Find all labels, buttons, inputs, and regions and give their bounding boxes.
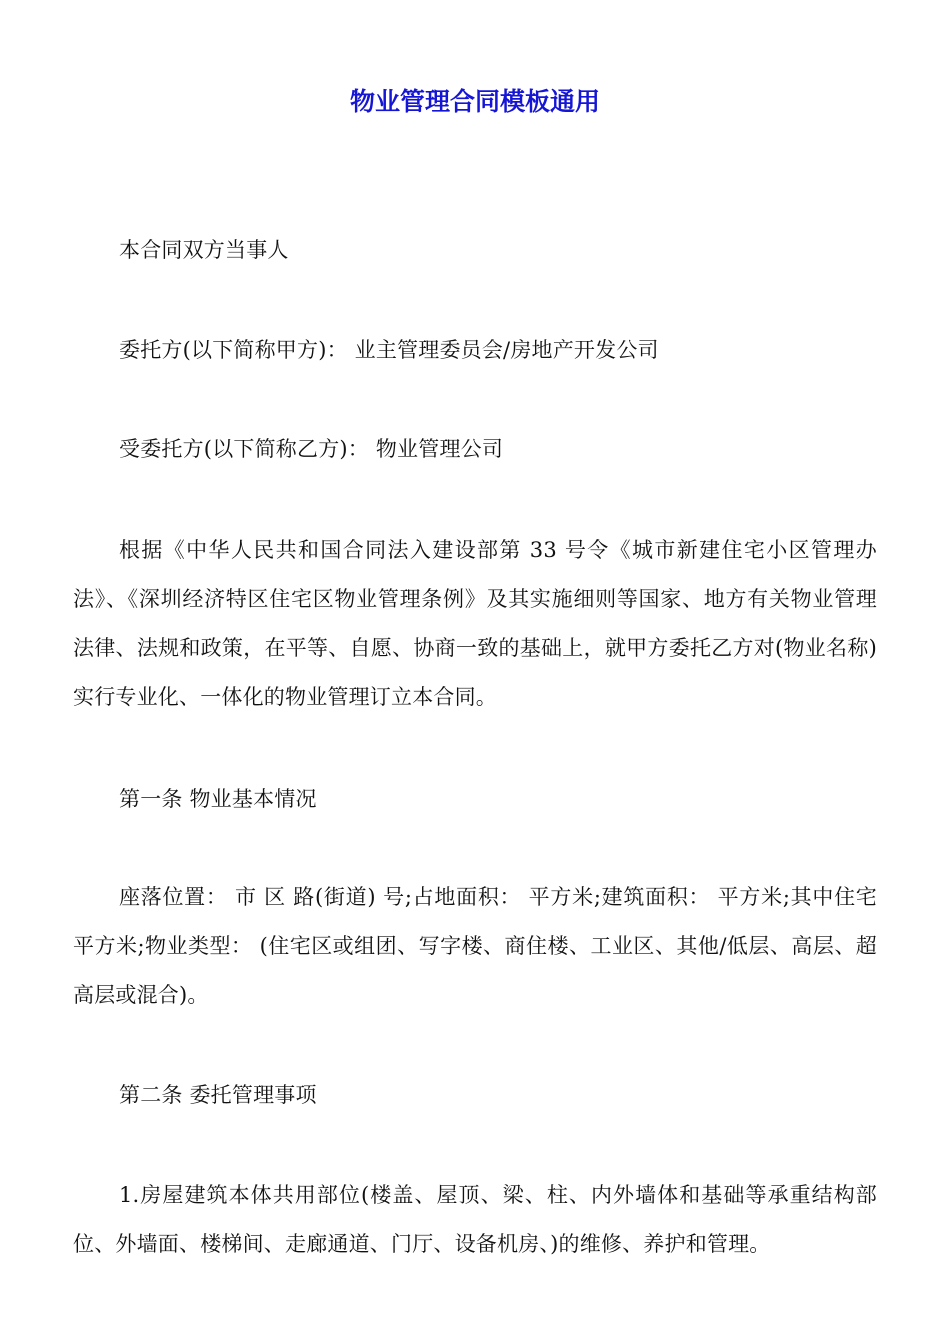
paragraph-party-a: 委托方(以下简称甲方)： 业主管理委员会/房地产开发公司: [119, 338, 659, 362]
paragraph-property-info: 座落位置： 市 区 路(街道) 号;占地面积： 平方米;建筑面积： 平方米;其中住宅 平方米;物业类型： (住宅区或组团、写字楼、商住楼、工业区、其他/低层、高层、超高层或混合)。: [73, 885, 877, 1007]
article-2-heading: 第二条 委托管理事项: [119, 1083, 317, 1107]
paragraph-parties-heading: 本合同双方当事人: [119, 238, 289, 262]
paragraph-item-1: 1.房屋建筑本体共用部位(楼盖、屋顶、梁、柱、内外墙体和基础等承重结构部位、外墙面、楼梯间、走廊通道、门厅、设备机房、)的维修、养护和管理。: [73, 1183, 877, 1256]
document-title: 物业管理合同模板通用: [349, 87, 600, 116]
paragraph-preamble: 根据《中华人民共和国合同法入建设部第 33 号令《城市新建住宅小区管理办法》、《深圳经济特区住宅区物业管理条例》及其实施细则等国家、地方有关物业管理法律、法规和政策，在平等、自愿、协商一致的基础上，就甲方委托乙方对(物业名称)实行专业化、一体化的物业管理订立本合同。: [73, 538, 877, 709]
paragraph-party-b: 受委托方(以下简称乙方)： 物业管理公司: [119, 437, 504, 461]
article-1-heading: 第一条 物业基本情况: [119, 787, 317, 811]
